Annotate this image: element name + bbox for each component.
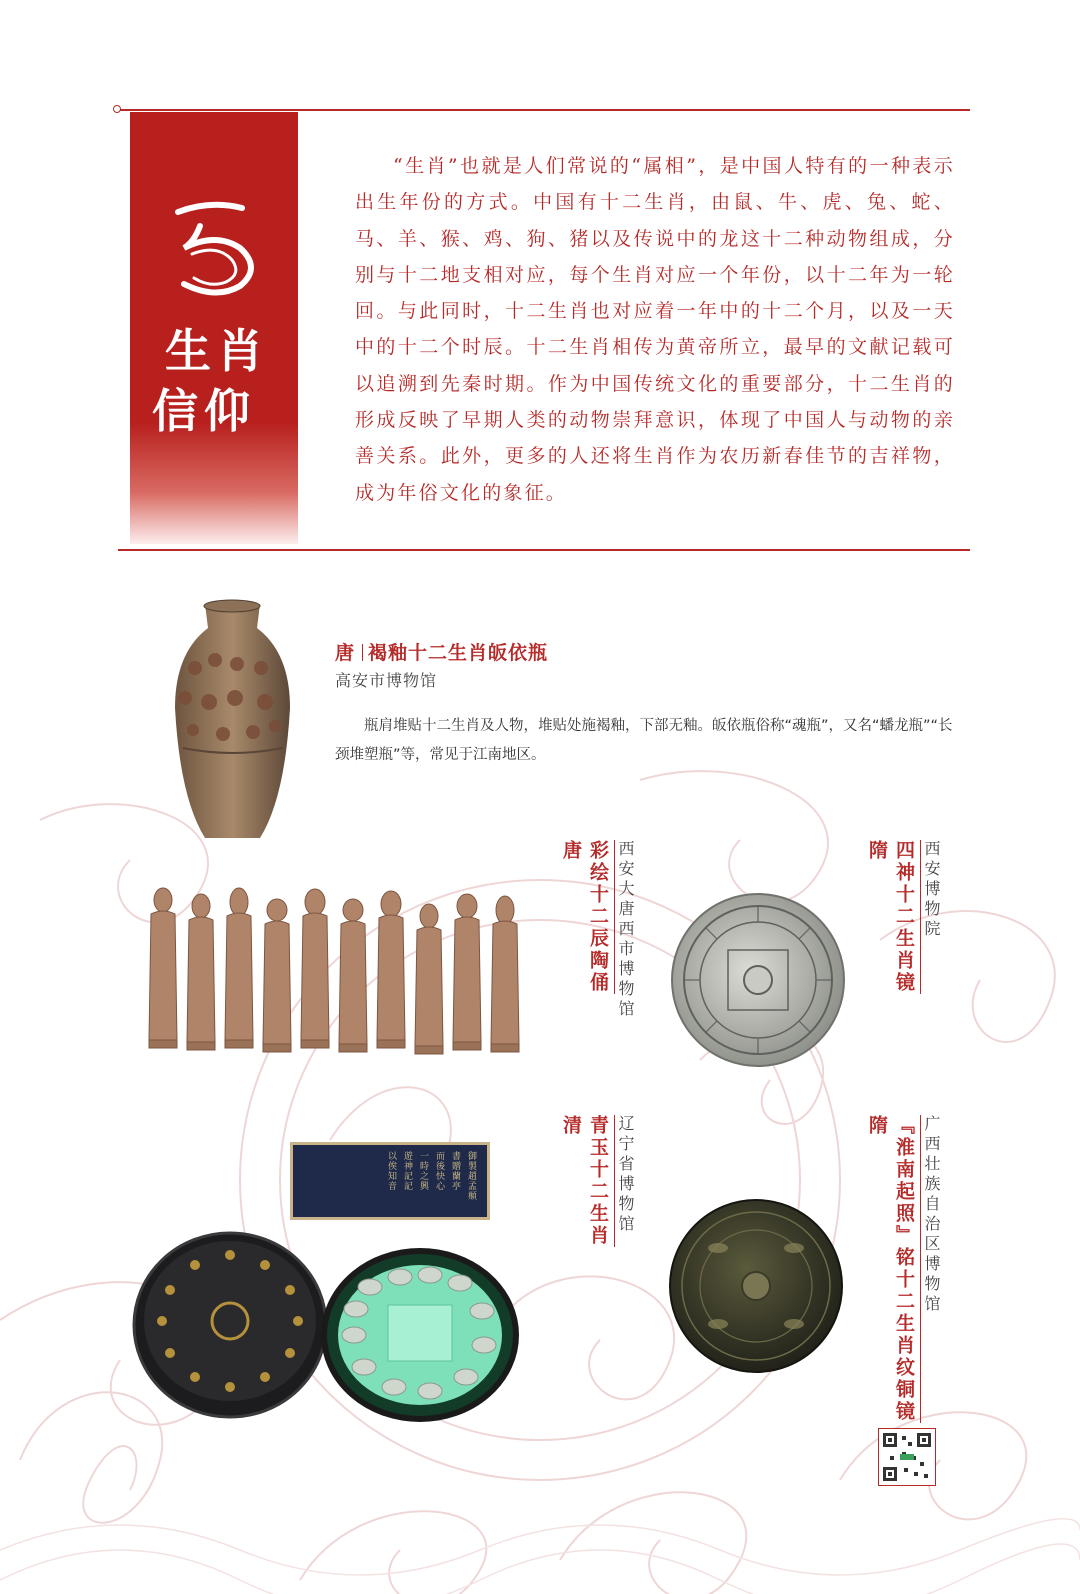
mirror2-dynasty: 隋 xyxy=(866,1115,888,1136)
jade-museum: 辽宁省博物馆 xyxy=(616,1115,635,1235)
mirror2-name: 『淮南起照』铭十二生肖纹铜镜 xyxy=(891,1115,921,1423)
section-title-line-2: 信仰 xyxy=(152,384,256,438)
qr-code[interactable] xyxy=(878,1428,936,1486)
jade-zodiac-set-image xyxy=(130,1135,530,1425)
jade-name: 青玉十二生肖 xyxy=(585,1115,615,1247)
jade-label-col-5: 遊神記記 xyxy=(402,1151,412,1191)
jade-label-col-3: 而後快心 xyxy=(434,1151,444,1191)
section-numeral-five xyxy=(170,198,260,298)
vase-title xyxy=(335,638,548,665)
brown-glaze-vase-image xyxy=(165,598,300,856)
top-rule xyxy=(118,109,970,111)
mirror1-museum: 西安博物院 xyxy=(922,840,941,940)
figurines-museum: 西安大唐西市博物馆 xyxy=(616,840,635,1020)
section-intro-paragraph: “生肖”也就是人们常说的“属相”，是中国人特有的一种表示出生年份的方式。中国有十二生肖，由鼠、牛、虎、兔、蛇、马、羊、猴、鸡、狗、猪以及传说中的龙这十二种动物组成，分别与十二地支相对应，每个生肖对应一个年份，以十二年为一轮回。与此同时，十二生肖也对应着一年中的十二个月，以及一天中的十二个时辰。十二生肖相传为黄帝所立，最早的文献记载可以追溯到先秦时期。作为中国传统文化的重要部分，十二生肖的形成反映了早期人类的动物崇拜意识，体现了中国人与动物的亲善关系。此外，更多的人还将生肖作为农历新春佳节的吉祥物，成为年俗文化的象征。 xyxy=(355,155,955,504)
mirror2-museum: 广西壮族自治区博物馆 xyxy=(922,1115,941,1315)
vase-museum: 高安市博物馆 xyxy=(335,671,438,690)
zodiac-figurines-image xyxy=(145,880,535,1060)
jade-label-col-4: 一時之興 xyxy=(418,1151,428,1191)
huainan-bronze-mirror-image xyxy=(668,1198,844,1374)
vase-name: 褐釉十二生肖皈依瓶 xyxy=(368,642,549,664)
vase-dynasty: 唐 xyxy=(335,642,356,664)
jade-label-col-2: 書贈蘭亭 xyxy=(450,1151,460,1191)
bottom-rule xyxy=(118,549,970,551)
jade-box-label-plate xyxy=(290,1142,490,1220)
jade-box-drawing xyxy=(130,1225,530,1425)
vase-description: 瓶肩堆贴十二生肖及人物，堆贴处施褐釉，下部无釉。皈依瓶俗称“魂瓶”，又名“蟠龙瓶”“长颈堆塑瓶”等，常见于江南地区。 xyxy=(335,718,953,763)
figurines-dynasty: 唐 xyxy=(560,840,582,861)
mirror1-name: 四神十二生肖镜 xyxy=(891,840,921,994)
title-separator xyxy=(362,644,363,661)
jade-label-col-6: 以俟知音 xyxy=(386,1151,396,1191)
figurines-name: 彩绘十二辰陶俑 xyxy=(585,840,615,994)
four-deities-mirror-image xyxy=(670,892,846,1068)
jade-dynasty: 清 xyxy=(560,1115,582,1136)
section-title-line-1: 生肖 xyxy=(165,324,269,378)
mirror1-dynasty: 隋 xyxy=(866,840,888,861)
top-rule-dot xyxy=(113,105,121,113)
jade-label-col-1: 御製趙孟頫 xyxy=(466,1151,476,1201)
